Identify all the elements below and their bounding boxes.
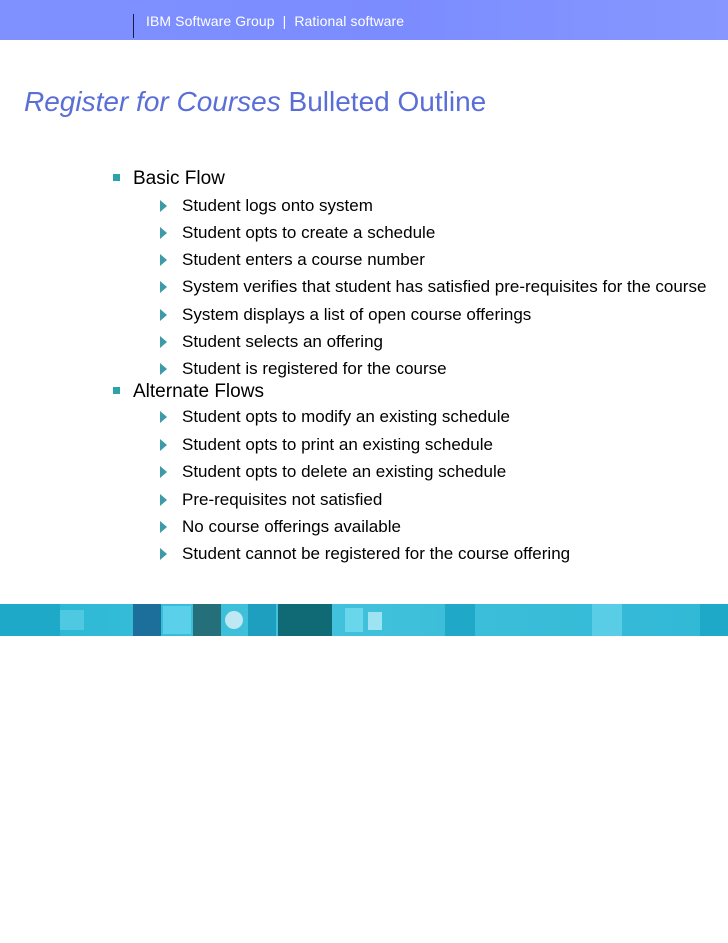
triangle-bullet-icon xyxy=(160,227,167,239)
triangle-bullet-icon xyxy=(160,309,167,321)
header-text: IBM Software Group | Rational software xyxy=(146,13,405,29)
footer-block xyxy=(60,610,84,630)
sub-bullet-label: Student opts to delete an existing schedule xyxy=(182,462,507,481)
triangle-bullet-icon xyxy=(160,548,167,560)
sub-bullet-label: Student opts to print an existing schedule xyxy=(182,435,493,454)
triangle-bullet-icon xyxy=(160,411,167,423)
sub-bullet xyxy=(160,277,706,297)
sub-bullet xyxy=(160,407,510,427)
sub-bullet-label: System displays a list of open course offerings xyxy=(182,305,532,324)
slide-title xyxy=(24,86,486,118)
sub-bullet-label: Student opts to create a schedule xyxy=(182,223,436,242)
sub-bullet xyxy=(160,250,425,270)
triangle-bullet-icon xyxy=(160,200,167,212)
footer-block xyxy=(700,604,728,636)
slide-title-regular: Bulleted Outline xyxy=(280,86,487,117)
sub-bullet xyxy=(160,305,531,325)
sub-bullet xyxy=(160,332,383,352)
sub-bullet-label: Student logs onto system xyxy=(182,196,373,215)
triangle-bullet-icon xyxy=(160,466,167,478)
sub-bullet xyxy=(160,490,382,510)
footer-block xyxy=(345,608,363,632)
triangle-bullet-icon xyxy=(160,521,167,533)
footer-block xyxy=(592,604,622,636)
footer-block xyxy=(368,612,382,630)
sub-bullet-label: System verifies that student has satisfied pre-requisites for the course xyxy=(182,277,707,296)
footer-people-image xyxy=(133,604,161,636)
footer-globe-icon xyxy=(225,611,243,629)
slide-title-italic: Register for Courses xyxy=(24,86,281,117)
square-bullet-icon xyxy=(113,387,120,394)
sub-bullet xyxy=(160,462,506,482)
triangle-bullet-icon xyxy=(160,254,167,266)
sub-bullet-label: Student opts to modify an existing schedule xyxy=(182,407,510,426)
sub-bullet xyxy=(160,435,493,455)
footer-image-band xyxy=(0,604,728,636)
header-divider xyxy=(133,14,134,38)
bullet-alternate-flows xyxy=(113,381,264,403)
square-bullet-icon xyxy=(113,174,120,181)
sub-bullet-label: Student enters a course number xyxy=(182,250,425,269)
footer-block xyxy=(445,604,475,636)
triangle-bullet-icon xyxy=(160,336,167,348)
triangle-bullet-icon xyxy=(160,363,167,375)
bullet-basic-flow xyxy=(113,168,225,190)
footer-circle-image xyxy=(193,604,221,636)
sub-bullet-label: Student cannot be registered for the course offering xyxy=(182,544,571,563)
sub-bullet xyxy=(160,359,447,379)
triangle-bullet-icon xyxy=(160,494,167,506)
bullet-label: Basic Flow xyxy=(133,168,225,189)
triangle-bullet-icon xyxy=(160,439,167,451)
triangle-bullet-icon xyxy=(160,281,167,293)
sub-bullet xyxy=(160,223,435,243)
sub-bullet xyxy=(160,196,373,216)
sub-bullet xyxy=(160,517,401,537)
sub-bullet xyxy=(160,544,570,564)
sub-bullet-label: Pre-requisites not satisfied xyxy=(182,490,383,509)
footer-riders-image xyxy=(278,604,332,636)
footer-block xyxy=(248,604,276,636)
sub-bullet-label: No course offerings available xyxy=(182,517,401,536)
footer-block xyxy=(0,604,60,636)
sub-bullet-label: Student selects an offering xyxy=(182,332,383,351)
footer-figures-image xyxy=(163,606,191,634)
sub-bullet-label: Student is registered for the course xyxy=(182,359,447,378)
bullet-label: Alternate Flows xyxy=(133,381,264,402)
